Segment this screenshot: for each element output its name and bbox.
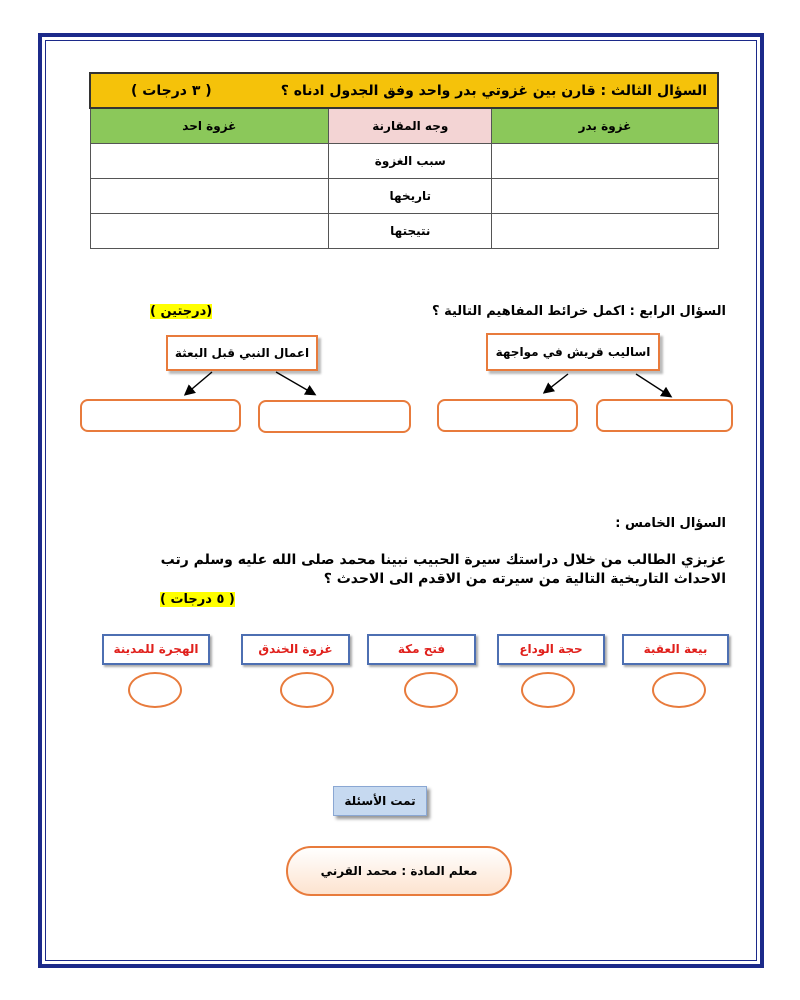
answer-box[interactable]	[596, 399, 733, 432]
answer-box[interactable]	[437, 399, 578, 432]
header-badr: غزوة بدر	[492, 108, 718, 144]
event-label: الهجرة للمدينة	[102, 634, 210, 665]
answer-box[interactable]	[80, 399, 241, 432]
row-label: نتيجتها	[329, 214, 492, 249]
q5-points-text: ( ٥ درجات )	[160, 592, 235, 607]
q5-heading: السؤال الخامس :	[615, 516, 726, 531]
event-label: بيعة العقبة	[622, 634, 729, 665]
arrow-line	[276, 372, 314, 394]
q3-points: ( ٣ درجات )	[131, 82, 212, 99]
order-circle[interactable]	[280, 672, 334, 708]
row-label: تاريخها	[329, 179, 492, 214]
concept-box-left: اعمال النبي قبل البعثة	[166, 335, 318, 371]
answer-box[interactable]	[258, 400, 411, 433]
order-circle[interactable]	[128, 672, 182, 708]
arrow-line	[545, 374, 568, 392]
order-circle[interactable]	[521, 672, 575, 708]
teacher-name-badge: معلم المادة : محمد القرني	[286, 846, 512, 896]
q5-points	[160, 592, 235, 607]
arrow-line	[186, 372, 212, 394]
order-circle[interactable]	[404, 672, 458, 708]
event-label: حجة الوداع	[497, 634, 605, 665]
row-label: سبب الغزوة	[329, 144, 492, 179]
end-of-questions-label: تمت الأسئلة	[333, 786, 427, 816]
q4-heading: السؤال الرابع : اكمل خرائط المفاهيم التالية ؟	[432, 304, 726, 319]
header-uhud: غزوة احد	[90, 108, 329, 144]
concept-box-right: اساليب قريش في مواجهة	[486, 333, 660, 371]
q3-title: السؤال الثالث : قارن بين غزوتي بدر واحد وفق الجدول ادناه ؟	[280, 82, 707, 99]
q4-points-text: (درجتين )	[150, 304, 213, 319]
order-circle[interactable]	[652, 672, 706, 708]
arrow-line	[636, 374, 670, 396]
event-label: فتح مكة	[367, 634, 476, 665]
q5-instructions: عزيزي الطالب من خلال دراستك سيرة الحبيب نبينا محمد صلى الله عليه وسلم رتب الاحداث التاريخية التالية من سيرته من الاقدم الى الاحدث ؟	[160, 552, 726, 587]
header-comparison: وجه المقارنة	[329, 108, 492, 144]
event-label: غزوة الخندق	[241, 634, 350, 665]
